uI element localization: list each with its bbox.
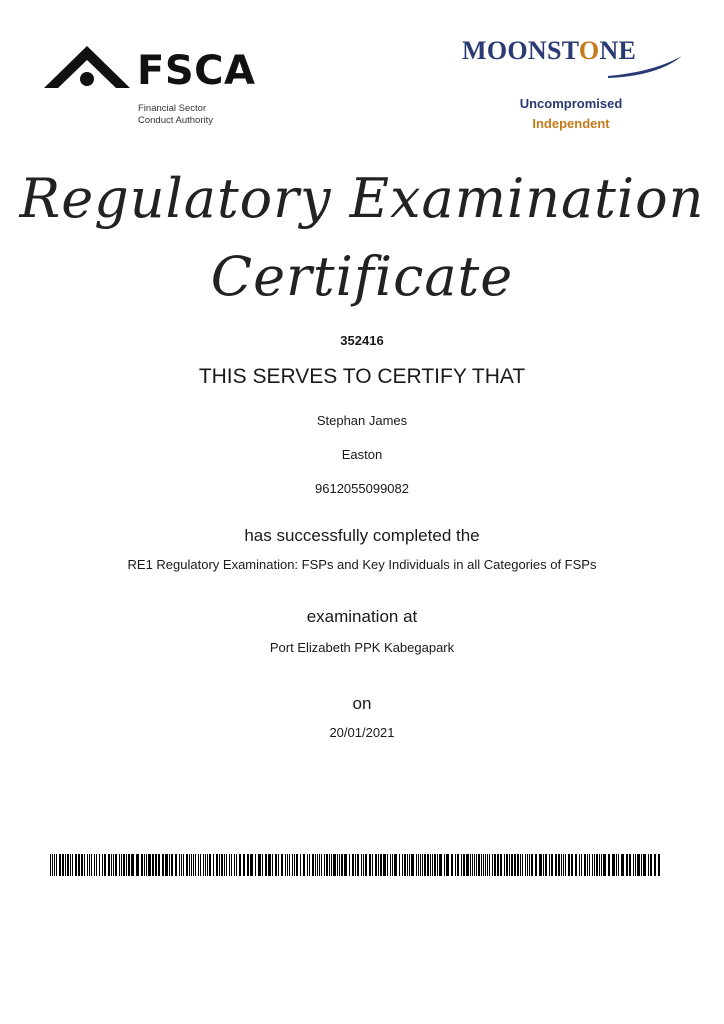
candidate-id-number: 9612055099082 xyxy=(315,481,409,496)
fsca-logo xyxy=(44,44,284,134)
moonstone-tagline-uncompromised: Uncompromised xyxy=(519,96,623,111)
moonstone-name-part2: O xyxy=(578,36,600,65)
moonstone-wordmark xyxy=(462,38,636,64)
candidate-surname: Easton xyxy=(341,447,383,462)
exam-venue: Port Elizabeth PPK Kabegapark xyxy=(269,640,455,655)
exam-date: 20/01/2021 xyxy=(329,725,395,740)
moonstone-logo xyxy=(458,32,684,142)
moonstone-name-part3: NE xyxy=(599,36,637,65)
certificate-number: 352416 xyxy=(340,333,384,348)
certify-heading: THIS SERVES TO CERTIFY THAT xyxy=(198,365,526,388)
certificate-title-line1: Regulatory Examination xyxy=(19,167,705,230)
examination-at-text: examination at xyxy=(306,607,418,626)
exam-name: RE1 Regulatory Examination: FSPs and Key Individuals in all Categories of FSPs xyxy=(127,557,597,572)
fsca-subtitle-line1: Financial Sector xyxy=(138,103,207,114)
certificate-title-line2: Certificate xyxy=(210,245,514,308)
completed-text: has successfully completed the xyxy=(244,526,480,545)
on-text: on xyxy=(352,694,372,713)
fsca-subtitle-line2: Conduct Authority xyxy=(138,115,213,126)
moonstone-name-part1: MOONST xyxy=(462,36,579,65)
fsca-roof-icon xyxy=(44,44,130,94)
fsca-wordmark: FSCA xyxy=(137,48,256,94)
barcode-icon xyxy=(50,854,660,876)
fsca-subtitle xyxy=(138,103,213,127)
candidate-first-names: Stephan James xyxy=(316,413,408,428)
moonstone-tagline-independent: Independent xyxy=(532,116,610,131)
